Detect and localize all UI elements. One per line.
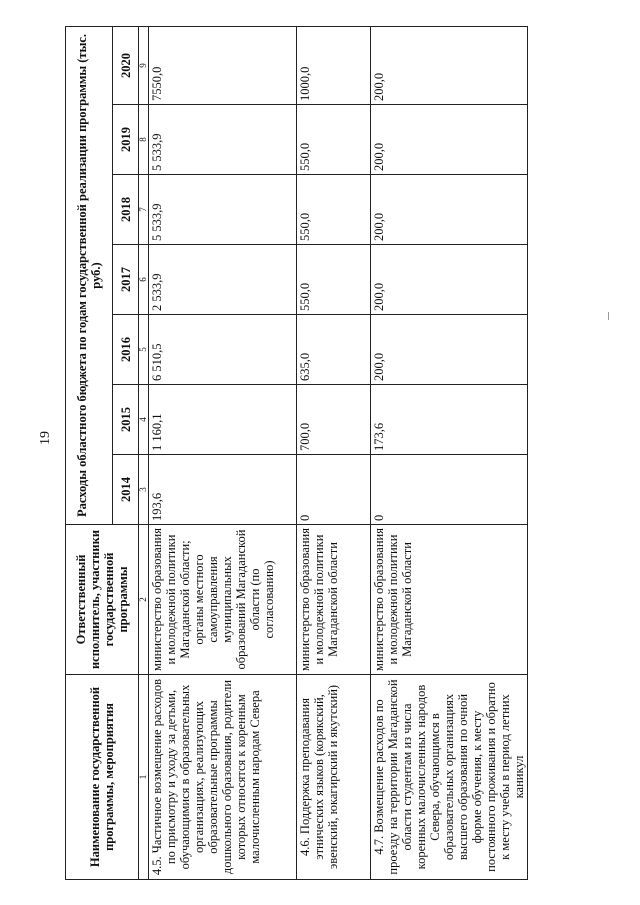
column-number: 5 [139,315,149,385]
row-value: 173,6 [371,385,528,455]
row-value: 5 533,9 [149,175,297,245]
row-value: 5 533,9 [149,105,297,175]
row-executor: министерство образования и молодежной политики Магаданской области; органы местного самоуправления муниципальных образований Магаданской области (по согласованию) [149,525,297,675]
table-row [297,26,371,879]
header-year: 2016 [113,315,139,385]
header-year: 2020 [113,26,139,104]
row-name: 4.5. Частичное возмещение расходов по присмотру и уходу за детьми, обучающимися в образовательных организациях, реализующих образовательные программы дошкольного образования, родители которых относятся к коренным малочисленным народам Севера [149,675,297,880]
column-number: 1 [139,675,149,880]
row-executor: министерство образования и молодежной политики Магаданской области [371,525,528,675]
header-row [66,26,113,879]
row-executor: министерство образования и молодежной политики Магаданской области [297,525,371,675]
header-executor: Ответственный исполнитель, участники государственной программы [66,525,139,675]
header-year: 2015 [113,385,139,455]
row-value: 200,0 [371,105,528,175]
header-year: 2017 [113,245,139,315]
row-value: 550,0 [297,245,371,315]
header-year: 2014 [113,455,139,525]
column-number: 4 [139,385,149,455]
row-name: 4.7. Возмещение расходов по проезду на территории Магаданской области студентам из числа коренных малочисленных народов Севера, обучающимся в образовательных организациях высшего образования по очной форме обучения, к месту постоянного проживания и обратно к месту учебы в период летних каникул [371,675,528,880]
row-value: 200,0 [371,315,528,385]
column-number: 3 [139,455,149,525]
row-value: 0 [297,455,371,525]
row-value: 200,0 [371,175,528,245]
row-value: 200,0 [371,245,528,315]
column-number: 6 [139,245,149,315]
row-value: 550,0 [297,105,371,175]
budget-table [65,26,528,880]
row-value: 200,0 [371,26,528,104]
row-value: 6 510,5 [149,315,297,385]
column-number: 2 [139,525,149,675]
row-value: 7550,0 [149,26,297,104]
rotated-table-container [65,27,575,880]
header-name: Наименование государственной программы, мероприятия [66,675,139,880]
table-row [371,26,528,879]
row-value: 0 [371,455,528,525]
column-number-row [139,26,149,879]
row-value: 1 160,1 [149,385,297,455]
row-value: 550,0 [297,175,371,245]
row-value: 700,0 [297,385,371,455]
column-number: 7 [139,175,149,245]
column-number: 8 [139,105,149,175]
row-value: 1000,0 [297,26,371,104]
page-number: 19 [38,431,53,445]
table-row [149,26,297,879]
header-budget-group: Расходы областного бюджета по годам государственной реализации программы (тыс. руб.) [66,26,113,524]
row-value: 193,6 [149,455,297,525]
row-value: 2 533,9 [149,245,297,315]
scan-mark [608,312,609,320]
row-value: 635,0 [297,315,371,385]
column-number: 9 [139,26,149,104]
row-name: 4.6. Поддержка преподавания этнических языков (корякский, эвенский, юкагирский и якутский) [297,675,371,880]
header-year: 2018 [113,175,139,245]
header-year: 2019 [113,105,139,175]
